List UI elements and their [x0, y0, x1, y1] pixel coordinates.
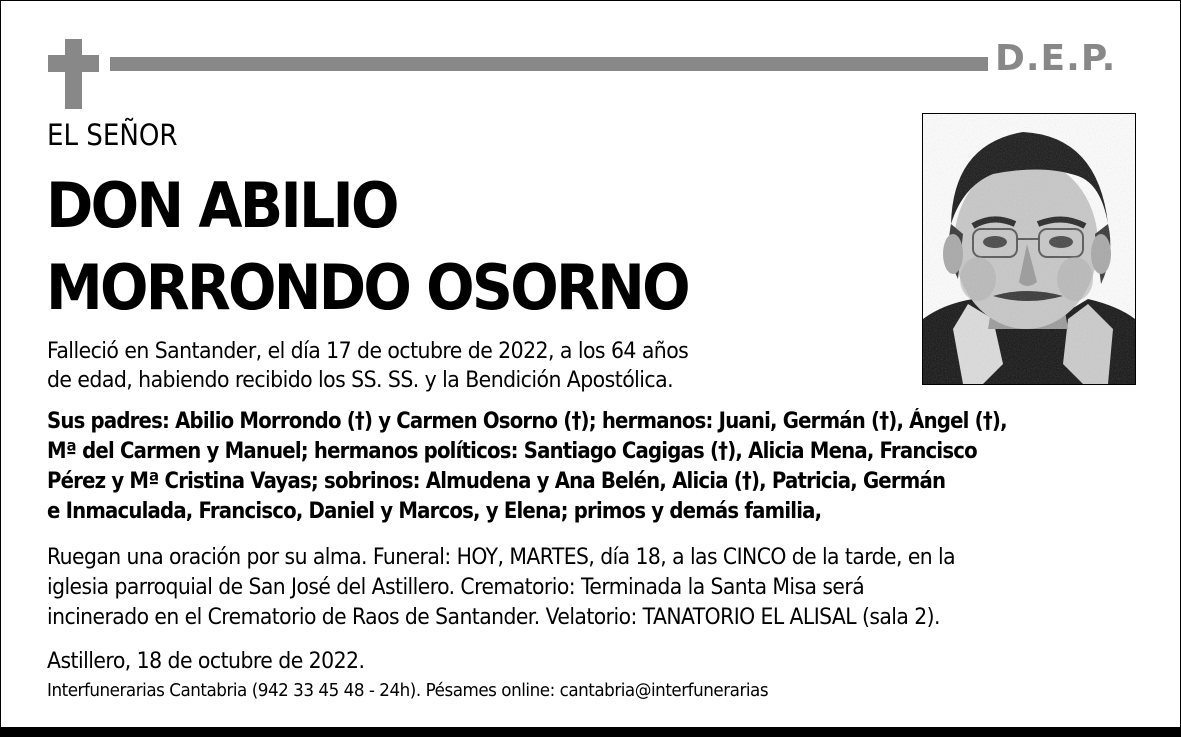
family-line-2: Mª del Carmen y Manuel; hermanos políticos: Santiago Cagigas (†), Alicia Mena, Francisco	[47, 439, 977, 464]
portrait-image	[923, 114, 1135, 384]
death-notice-line-2: de edad, habiendo recibido los SS. SS. y la Bendición Apostólica.	[47, 368, 674, 393]
funeral-line-3: incinerado en el Crematorio de Raos de Santander. Velatorio: TANATORIO EL ALISAL (sala 2).	[47, 605, 940, 630]
death-notice-line-1: Falleció en Santander, el día 17 de octubre de 2022, a los 64 años	[47, 339, 689, 364]
family-list	[47, 407, 1103, 527]
deceased-name	[46, 165, 688, 329]
header-rule	[110, 57, 988, 71]
place-date: Astillero, 18 de octubre de 2022.	[47, 649, 365, 674]
funeral-line-1: Ruegan una oración por su alma. Funeral: HOY, MARTES, día 18, a las CINCO de la tarde, en la	[47, 545, 956, 570]
bottom-border	[0, 727, 1181, 737]
honorific: EL SEÑOR	[47, 118, 178, 152]
family-line-1: Sus padres: Abilio Morrondo (†) y Carmen Osorno (†); hermanos: Juani, Germán (†), Ángel (†),	[47, 409, 1007, 434]
name-line-1: DON ABILIO	[46, 169, 397, 242]
family-line-3: Pérez y Mª Cristina Vayas; sobrinos: Almudena y Ana Belén, Alicia (†), Patricia, Germán	[47, 469, 946, 494]
portrait-photo	[922, 113, 1136, 385]
funeral-details	[47, 543, 1139, 633]
family-line-4: e Inmaculada, Francisco, Daniel y Marcos, y Elena; primos y demás familia,	[47, 499, 822, 524]
funeral-line-2: iglesia parroquial de San José del Astillero. Crematorio: Terminada la Santa Misa será	[47, 575, 865, 600]
funeral-home-footer: Interfunerarias Cantabria (942 33 45 48 - 24h). Pésames online: cantabria@interfunerarias	[47, 680, 769, 701]
dep-label: D.E.P.	[995, 38, 1117, 79]
name-line-2: MORRONDO OSORNO	[46, 251, 688, 324]
death-notice	[47, 337, 856, 395]
